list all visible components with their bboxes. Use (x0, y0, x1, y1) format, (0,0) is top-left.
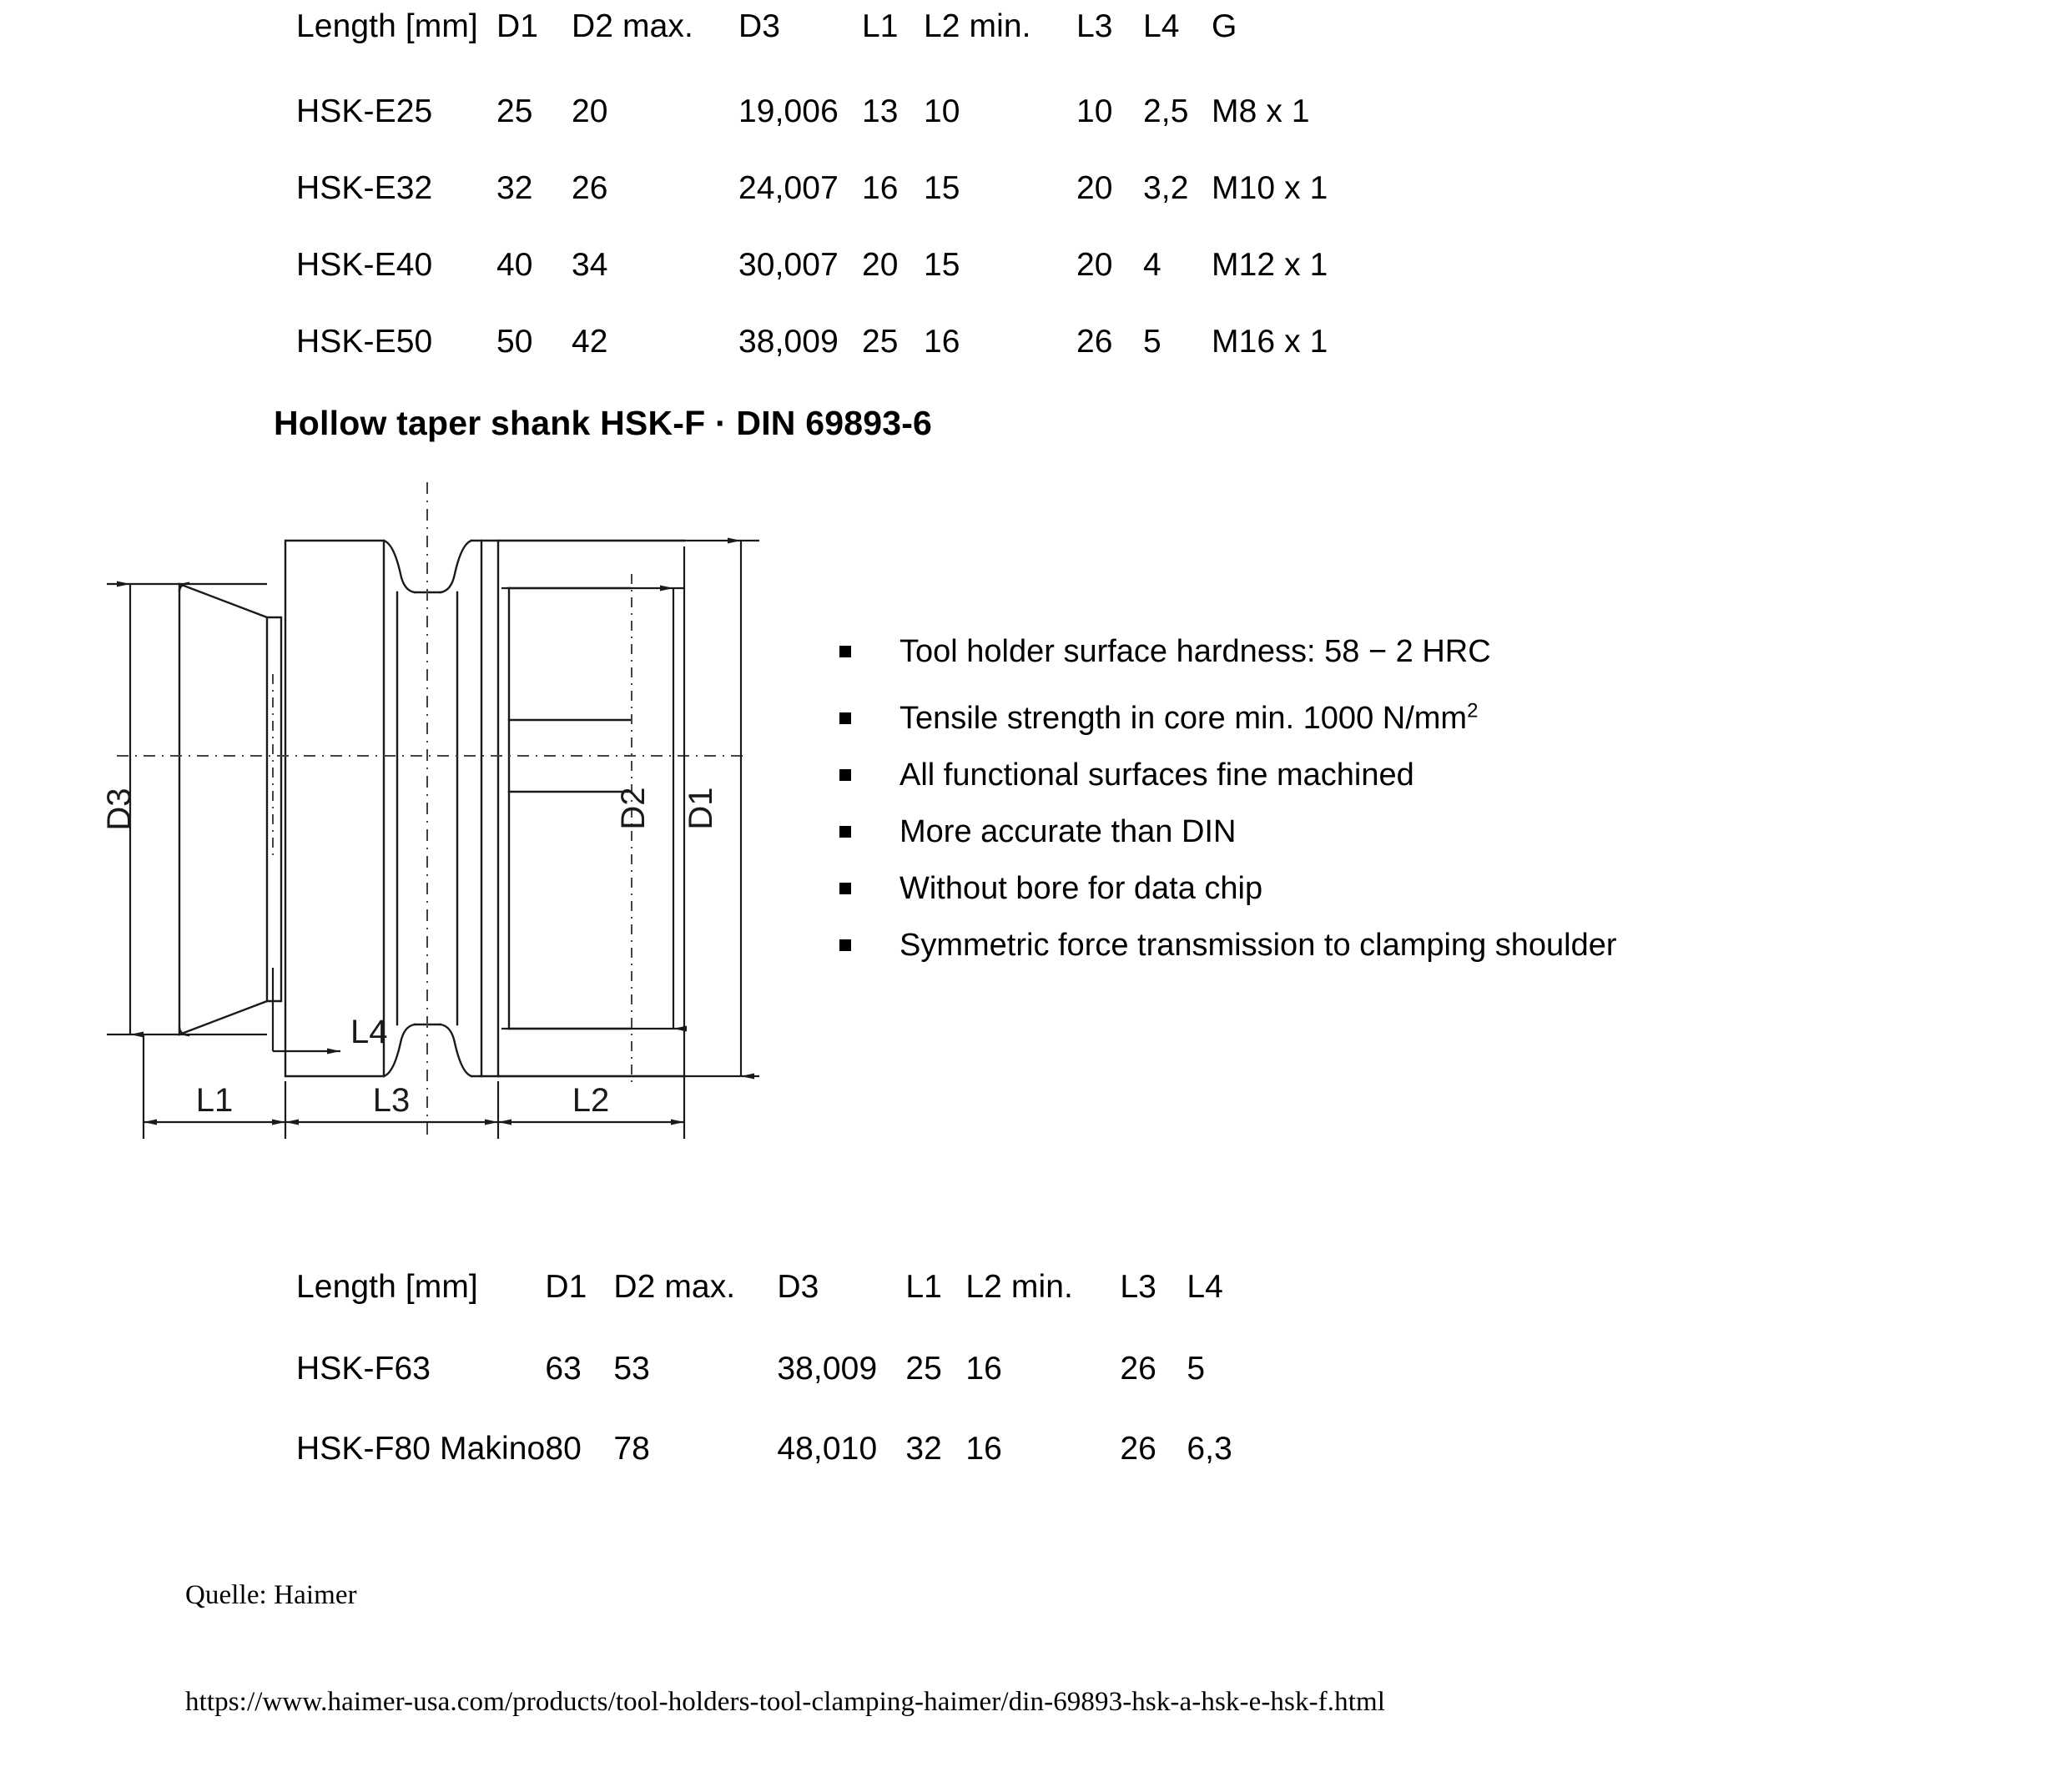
bullet-square-icon (839, 712, 851, 724)
cell-d3: 38,009 (777, 1351, 878, 1387)
cone-collar (267, 617, 281, 1001)
column-header-l1: L1 (905, 1269, 942, 1305)
cell-l4: 2,5 (1143, 93, 1189, 129)
column-header-l4: L4 (1187, 1269, 1223, 1305)
column-header-l2min: L2 min. (965, 1269, 1073, 1305)
column-header-d2max: D2 max. (572, 8, 693, 44)
spec-item (899, 873, 1734, 904)
cell-l2: 15 (924, 247, 960, 283)
hsk-e-spec-table (296, 8, 1345, 360)
cell-d2: 34 (572, 247, 608, 283)
cell-g: M12 x 1 (1212, 247, 1328, 283)
table-header (296, 1269, 1253, 1351)
cell-l2: 16 (924, 324, 960, 360)
cell-d2: 53 (613, 1351, 650, 1387)
cell-l1: 25 (862, 324, 899, 360)
cell-l3: 20 (1076, 247, 1113, 283)
spec-item (899, 636, 1734, 667)
cell-l1: 32 (905, 1431, 942, 1467)
cell-l3: 26 (1120, 1351, 1156, 1387)
part-outline (179, 541, 684, 1076)
table-header (296, 8, 1345, 93)
cell-l1: 13 (862, 93, 899, 129)
cell-l1: 20 (862, 247, 899, 283)
column-header-d3: D3 (777, 1269, 819, 1305)
cell-l2: 16 (965, 1431, 1002, 1467)
dimension-label-l4: L4 (350, 1014, 388, 1050)
cell-l1: 16 (862, 170, 899, 206)
column-header-d2max: D2 max. (613, 1269, 736, 1305)
bullet-square-icon (839, 646, 851, 657)
cell-d1: 25 (496, 93, 533, 129)
cell-model: HSK-F63 (296, 1351, 431, 1387)
column-header-l2min: L2 min. (924, 8, 1031, 44)
table-header-row (296, 1269, 1253, 1351)
column-header-length: Length [mm] (296, 8, 478, 44)
dimension-d2 (501, 588, 684, 1029)
cell-l4: 6,3 (1187, 1431, 1232, 1467)
column-header-l3: L3 (1120, 1269, 1156, 1305)
column-header-l4: L4 (1143, 8, 1180, 44)
table-row (296, 170, 1345, 247)
dimension-label-d1: D1 (683, 787, 719, 830)
table-row (296, 1351, 1253, 1431)
cell-d3: 19,006 (738, 93, 839, 129)
column-header-l3: L3 (1076, 8, 1113, 44)
spec-item-text: Tensile strength in core min. 1000 N/mm (899, 701, 1468, 736)
column-header-g: G (1212, 8, 1237, 44)
cell-l4: 4 (1143, 247, 1161, 283)
cell-l4: 5 (1187, 1351, 1206, 1387)
table-row (296, 93, 1345, 170)
spec-item (899, 759, 1734, 791)
cell-model: HSK-E40 (296, 247, 433, 283)
bullet-square-icon (839, 939, 851, 951)
spec-item (899, 699, 1734, 736)
cell-model: HSK-E25 (296, 93, 433, 129)
dimension-label-l3: L3 (372, 1082, 411, 1119)
cell-d3: 30,007 (738, 247, 839, 283)
spec-item-text: More accurate than DIN (899, 814, 1237, 849)
cell-model: HSK-E50 (296, 324, 433, 360)
horizontal-extension-lines (144, 546, 684, 1139)
groove-bottom-left (384, 1024, 415, 1076)
flange-right-block (471, 541, 498, 1076)
column-header-length: Length [mm] (296, 1269, 478, 1305)
cell-l2: 15 (924, 170, 960, 206)
source-url[interactable]: https://www.haimer-usa.com/products/tool-holders-tool-clamping-haimer/din-69893-hsk-a-hsk-e-hsk-f.html (185, 1687, 1385, 1718)
column-header-d1: D1 (545, 1269, 587, 1305)
groove-top-right (441, 541, 471, 592)
hsk-f-technical-drawing (100, 467, 993, 1143)
spec-item (899, 929, 1734, 961)
cell-model: HSK-F80 Makino (296, 1431, 546, 1467)
section-title: Hollow taper shank HSK-F · DIN 69893-6 (274, 404, 933, 442)
cell-l3: 10 (1076, 93, 1113, 129)
table-body (296, 93, 1345, 360)
cell-d3: 38,009 (738, 324, 839, 360)
groove-bottom-right (441, 1024, 471, 1076)
cell-d2: 26 (572, 170, 608, 206)
bullet-square-icon (839, 769, 851, 781)
spec-item-text: All functional surfaces fine machined (899, 758, 1414, 793)
column-header-d3: D3 (738, 8, 781, 44)
cell-g: M16 x 1 (1212, 324, 1328, 360)
dimension-label-l2: L2 (572, 1082, 610, 1119)
cell-g: M8 x 1 (1212, 93, 1310, 129)
drawing-svg (100, 467, 993, 1143)
dimension-label-l1: L1 (195, 1082, 234, 1119)
cell-d1: 32 (496, 170, 533, 206)
cell-d1: 50 (496, 324, 533, 360)
cell-d3: 24,007 (738, 170, 839, 206)
hsk-f-spec-table (296, 1269, 1253, 1511)
spec-item-text: Without bore for data chip (899, 871, 1263, 906)
cell-d2: 20 (572, 93, 608, 129)
table-body (296, 1351, 1253, 1511)
column-header-l1: L1 (862, 8, 899, 44)
source-label: Quelle: Haimer (185, 1579, 357, 1610)
bullet-square-icon (839, 826, 851, 838)
cell-d3: 48,010 (777, 1431, 878, 1467)
dimension-label-d3: D3 (101, 788, 138, 831)
cell-l4: 3,2 (1143, 170, 1189, 206)
table-row (296, 1431, 1253, 1511)
cell-l4: 5 (1143, 324, 1161, 360)
dimension-label-d2: D2 (615, 787, 652, 830)
table-row (296, 247, 1345, 324)
specification-list (899, 636, 1734, 961)
table-header-row (296, 8, 1345, 93)
source-attribution (185, 1506, 1385, 1792)
column-header-d1: D1 (496, 8, 539, 44)
taper-cone (179, 584, 267, 1034)
bullet-square-icon (839, 883, 851, 894)
cell-l1: 25 (905, 1351, 942, 1387)
spec-item-text: Tool holder surface hardness: 58 − 2 HRC (899, 634, 1491, 669)
cell-l2: 10 (924, 93, 960, 129)
cell-l3: 26 (1120, 1431, 1156, 1467)
cell-model: HSK-E32 (296, 170, 433, 206)
flange-left-block (285, 541, 384, 1076)
table-row (296, 324, 1345, 360)
cell-d1: 80 (545, 1431, 582, 1467)
cell-l3: 26 (1076, 324, 1113, 360)
cell-d2: 78 (613, 1431, 650, 1467)
cell-d1: 63 (545, 1351, 582, 1387)
cell-g: M10 x 1 (1212, 170, 1328, 206)
spec-item-superscript: 2 (1467, 699, 1479, 722)
spec-item-text: Symmetric force transmission to clamping shoulder (899, 928, 1617, 963)
cell-d1: 40 (496, 247, 533, 283)
cell-d2: 42 (572, 324, 608, 360)
cell-l2: 16 (965, 1351, 1002, 1387)
groove-top-left (384, 541, 415, 592)
spec-item (899, 816, 1734, 848)
cell-l3: 20 (1076, 170, 1113, 206)
